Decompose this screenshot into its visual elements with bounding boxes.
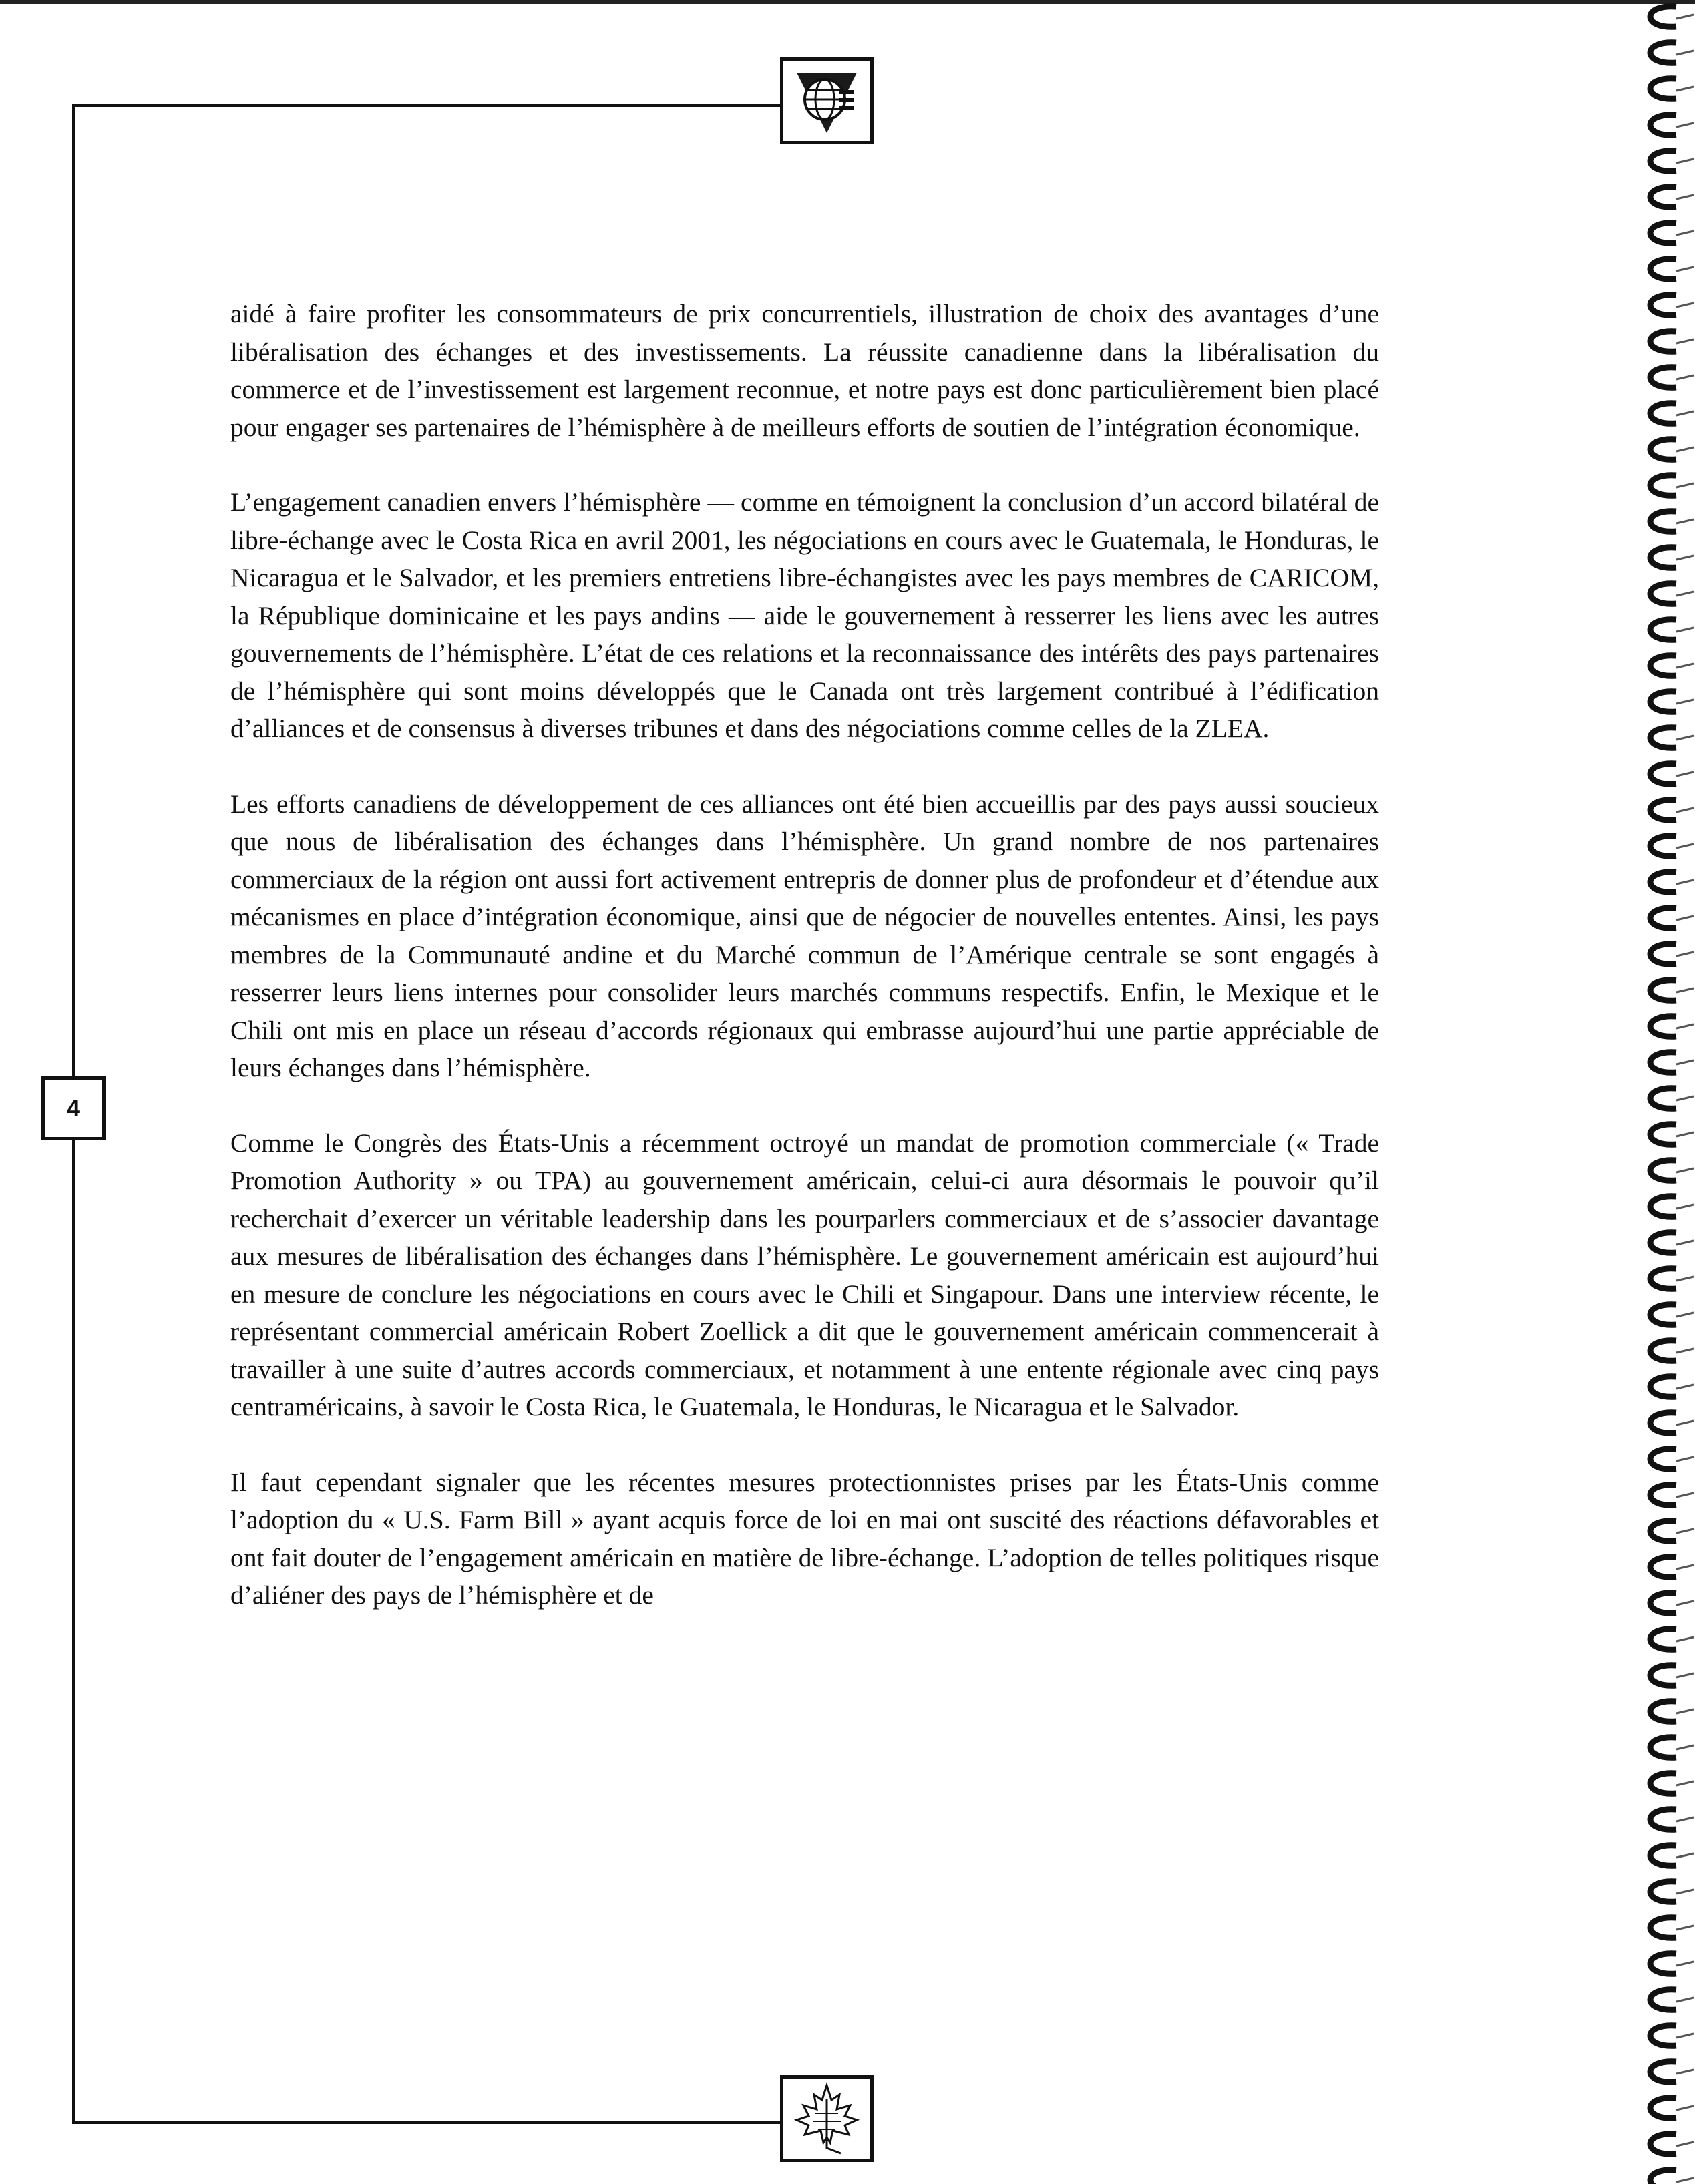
binding-coil-tail [1676, 195, 1694, 199]
binding-coil-tail [1676, 411, 1694, 415]
paragraph-2: L’engagement canadien envers l’hémisphère — comme en témoignent la conclusion d’un accord bilatéral de libre-échange avec le Costa Rica en avril 2001, les négociations en cours avec le Guatemala, le Honduras, le Nicaragua et le Salvador, et les premiers entretiens libre-échangistes avec les pays membres de CARICOM, la République dominicaine et les pays andins — aide le gouvernement à resserrer les liens avec les autres gouvernements de l’hémisphère. L’état de ces relations et la reconnaissance des intérêts des pays partenaires de l’hémisphère qui sont moins développés que le Canada ont très largement contribué à l’édification d’alliances et de consensus à diverses tribunes et dans des négociations comme celles de la ZLEA. [230, 487, 1379, 743]
binding-coil [1650, 584, 1676, 604]
binding-coil [1650, 1918, 1676, 1938]
binding-coil [1650, 187, 1676, 208]
binding-coil [1650, 1341, 1676, 1361]
page-number: 4 [41, 1076, 106, 1140]
binding-coil [1650, 295, 1676, 316]
binding-coil-tail [1676, 1205, 1694, 1209]
binding-coil [1650, 2134, 1676, 2155]
binding-coil [1650, 1737, 1676, 1758]
body-text [230, 295, 1379, 1652]
binding-coil-tail [1676, 1168, 1694, 1172]
frame-bottom-line [72, 2121, 783, 2124]
binding-coil [1650, 1016, 1676, 1037]
binding-coil-tail [1676, 1890, 1694, 1894]
binding-coil [1650, 908, 1676, 929]
binding-coil-tail [1676, 1421, 1694, 1425]
binding-coil-tail [1676, 1096, 1694, 1100]
binding-coil [1650, 1845, 1676, 1866]
binding-coil-tail [1676, 1926, 1694, 1930]
binding-coil [1650, 7, 1676, 27]
binding-coil [1650, 1665, 1676, 1686]
binding-coil-tail [1676, 1349, 1694, 1353]
binding-coil [1650, 620, 1676, 640]
binding-coil [1650, 800, 1676, 821]
binding-coil [1650, 1990, 1676, 2010]
binding-coil [1650, 475, 1676, 496]
binding-coil [1650, 115, 1676, 136]
binding-coil-tail [1676, 1529, 1694, 1533]
binding-coil-tail [1676, 2178, 1694, 2182]
binding-coil-tail [1676, 51, 1694, 55]
binding-coil-tail [1676, 519, 1694, 523]
binding-coil-tail [1676, 664, 1694, 668]
binding-coil-tail [1676, 1132, 1694, 1136]
binding-coil-tail [1676, 736, 1694, 740]
binding-coil [1650, 43, 1676, 63]
binding-coil [1650, 1233, 1676, 1253]
top-edge-rule [0, 0, 1695, 4]
binding-coil [1650, 331, 1676, 352]
binding-coil-tail [1676, 123, 1694, 127]
binding-coil [1650, 1485, 1676, 1506]
binding-coil-tail [1676, 483, 1694, 487]
frame-top-line [72, 104, 783, 107]
binding-coil [1650, 764, 1676, 785]
binding-coil [1650, 1773, 1676, 1794]
binding-coil-tail [1676, 1024, 1694, 1028]
binding-coil [1650, 1196, 1676, 1217]
binding-coil-tail [1676, 303, 1694, 307]
binding-coil-tail [1676, 988, 1694, 992]
binding-coil-tail [1676, 1817, 1694, 1821]
binding-coil-tail [1676, 1277, 1694, 1281]
binding-coil-tail [1676, 1673, 1694, 1677]
binding-coil [1650, 1954, 1676, 1974]
binding-coil-tail [1676, 1998, 1694, 2002]
paragraph-3: Les efforts canadiens de développement de ces alliances ont été bien accueillis par des pays aussi soucieux que nous de libéralisation des échanges dans l’hémisphère. Un grand nombre de nos partenaires commerciaux de la région ont aussi fort activement entrepris de donner plus de profondeur et d’étendue aux mécanismes en place d’intégration économique, ainsi que de négocier de nouvelles ententes. Ainsi, les pays membres de la Communauté andine et du Marché commun de l’Amérique centrale se sont engagés à resserrer leurs liens internes pour consolider leurs marchés communs respectifs. Enfin, le Mexique et le Chili ont mis en place un réseau d’accords régionaux qui embrasse aujourd’hui une partie appréciable de leurs échanges dans l’hémisphère. [230, 789, 1379, 1082]
binding-coil [1650, 728, 1676, 748]
binding-coil-tail [1676, 1781, 1694, 1785]
binding-coil [1650, 1088, 1676, 1109]
paragraph-1: aidé à faire profiter les consommateurs de prix concurrentiels, illustration de choix des avantages d’une libéralisation des échanges et des investissements. La réussite canadienne dans la libéralisation du commerce et de l’investissement est largement reconnue, et notre pays est donc particulièrement bien placé pour engager ses partenaires de l’hémisphère à de meilleurs efforts de soutien de l’intégration économique. [230, 299, 1379, 442]
binding-coil-tail [1676, 952, 1694, 956]
frame-left-line-upper [72, 104, 75, 1078]
maple-leaf-icon [783, 2079, 870, 2159]
binding-coil [1650, 1305, 1676, 1325]
binding-coil-tail [1676, 700, 1694, 704]
binding-coil-tail [1676, 339, 1694, 343]
binding-coil-tail [1676, 1745, 1694, 1749]
binding-coil-tail [1676, 375, 1694, 379]
binding-coil [1650, 1269, 1676, 1289]
binding-coil [1650, 1124, 1676, 1145]
binding-coil [1650, 511, 1676, 532]
binding-coil-tail [1676, 2034, 1694, 2038]
binding-coil-tail [1676, 1853, 1694, 1858]
binding-coil-tail [1676, 2106, 1694, 2110]
binding-coil-tail [1676, 231, 1694, 235]
binding-coil [1650, 1377, 1676, 1397]
binding-coil [1650, 2062, 1676, 2083]
binding-coil [1650, 1160, 1676, 1181]
binding-coil-tail [1676, 556, 1694, 560]
binding-coil [1650, 223, 1676, 244]
binding-coil-tail [1676, 1493, 1694, 1497]
binding-coil [1650, 692, 1676, 712]
binding-coil-tail [1676, 2142, 1694, 2146]
globe-emblem-icon [783, 61, 870, 141]
binding-coil [1650, 1629, 1676, 1650]
binding-coil [1650, 79, 1676, 99]
binding-coil-tail [1676, 1457, 1694, 1461]
binding-coil [1650, 836, 1676, 857]
bottom-emblem-box [780, 2075, 874, 2162]
binding-coil-tail [1676, 772, 1694, 776]
binding-coil [1650, 1521, 1676, 1542]
binding-coil-tail [1676, 916, 1694, 920]
binding-coil-tail [1676, 1565, 1694, 1569]
binding-coil [1650, 1413, 1676, 1434]
paragraph-5: Il faut cependant signaler que les récentes mesures protectionnistes prises par les États-Unis comme l’adoption du « U.S. Farm Bill » ayant acquis force de loi en mai ont suscité des réactions défavorables et ont fait douter de l’engagement américain en matière de libre-échange. L’adoption de telles politiques risque d’aliéner des pays de l’hémisphère et de [230, 1467, 1379, 1610]
binding-coil [1650, 1449, 1676, 1470]
frame-left-line-lower [72, 1139, 75, 2123]
binding-coil-tail [1676, 267, 1694, 271]
binding-coil [1650, 439, 1676, 460]
binding-coil-tail [1676, 628, 1694, 632]
binding-coil [1650, 1593, 1676, 1614]
binding-coil [1650, 1882, 1676, 1902]
binding-coil [1650, 2170, 1676, 2184]
binding-coil-tail [1676, 15, 1694, 19]
binding-coil [1650, 944, 1676, 965]
binding-coil [1650, 1052, 1676, 1073]
binding-coil-tail [1676, 1313, 1694, 1317]
binding-coil-tail [1676, 1601, 1694, 1605]
binding-coil [1650, 872, 1676, 893]
paragraph-4: Comme le Congrès des États-Unis a récemment octroyé un mandat de promotion commerciale (« Trade Promotion Authority » ou TPA) au gouvernement américain, celui-ci aura désormais le pouvoir qu’il recherchait d’exercer un véritable leadership dans les pourparlers commerciaux et de s’associer davantage aux mesures de libéralisation des échanges dans l’hémisphère. Le gouvernement américain est aujourd’hui en mesure de conclure les négociations en cours avec le Chili et Singapour. Dans une interview récente, le représentant commercial américain Robert Zoellick a dit que le gouvernement américain commencerait à travailler à une suite d’autres accords commerciaux, et notamment à une entente régionale avec cinq pays centraméricains, à savoir le Costa Rica, le Guatemala, le Honduras, le Nicaragua et le Salvador. [230, 1128, 1379, 1422]
binding-coil-tail [1676, 592, 1694, 596]
spiral-binding [1615, 0, 1695, 2184]
binding-coil [1650, 1701, 1676, 1722]
binding-coil-tail [1676, 2070, 1694, 2074]
binding-coil-tail [1676, 159, 1694, 163]
binding-coil-tail [1676, 844, 1694, 848]
binding-coil [1650, 367, 1676, 388]
binding-coil [1650, 1809, 1676, 1830]
binding-coil-tail [1676, 1060, 1694, 1064]
binding-coil [1650, 151, 1676, 172]
binding-coil [1650, 259, 1676, 280]
binding-coil [1650, 548, 1676, 568]
binding-coil-tail [1676, 880, 1694, 884]
binding-coil [1650, 980, 1676, 1001]
binding-coil [1650, 656, 1676, 676]
binding-coil-tail [1676, 1709, 1694, 1713]
binding-coil-tail [1676, 1241, 1694, 1245]
binding-coil-tail [1676, 1637, 1694, 1641]
binding-coil-tail [1676, 1962, 1694, 1966]
binding-coil [1650, 1557, 1676, 1578]
binding-coil [1650, 403, 1676, 424]
binding-coil [1650, 2098, 1676, 2119]
binding-coil-tail [1676, 87, 1694, 91]
binding-coil-tail [1676, 447, 1694, 451]
top-emblem-box [780, 57, 874, 144]
binding-coil [1650, 2026, 1676, 2046]
binding-coil-tail [1676, 1385, 1694, 1389]
binding-coil-tail [1676, 808, 1694, 812]
